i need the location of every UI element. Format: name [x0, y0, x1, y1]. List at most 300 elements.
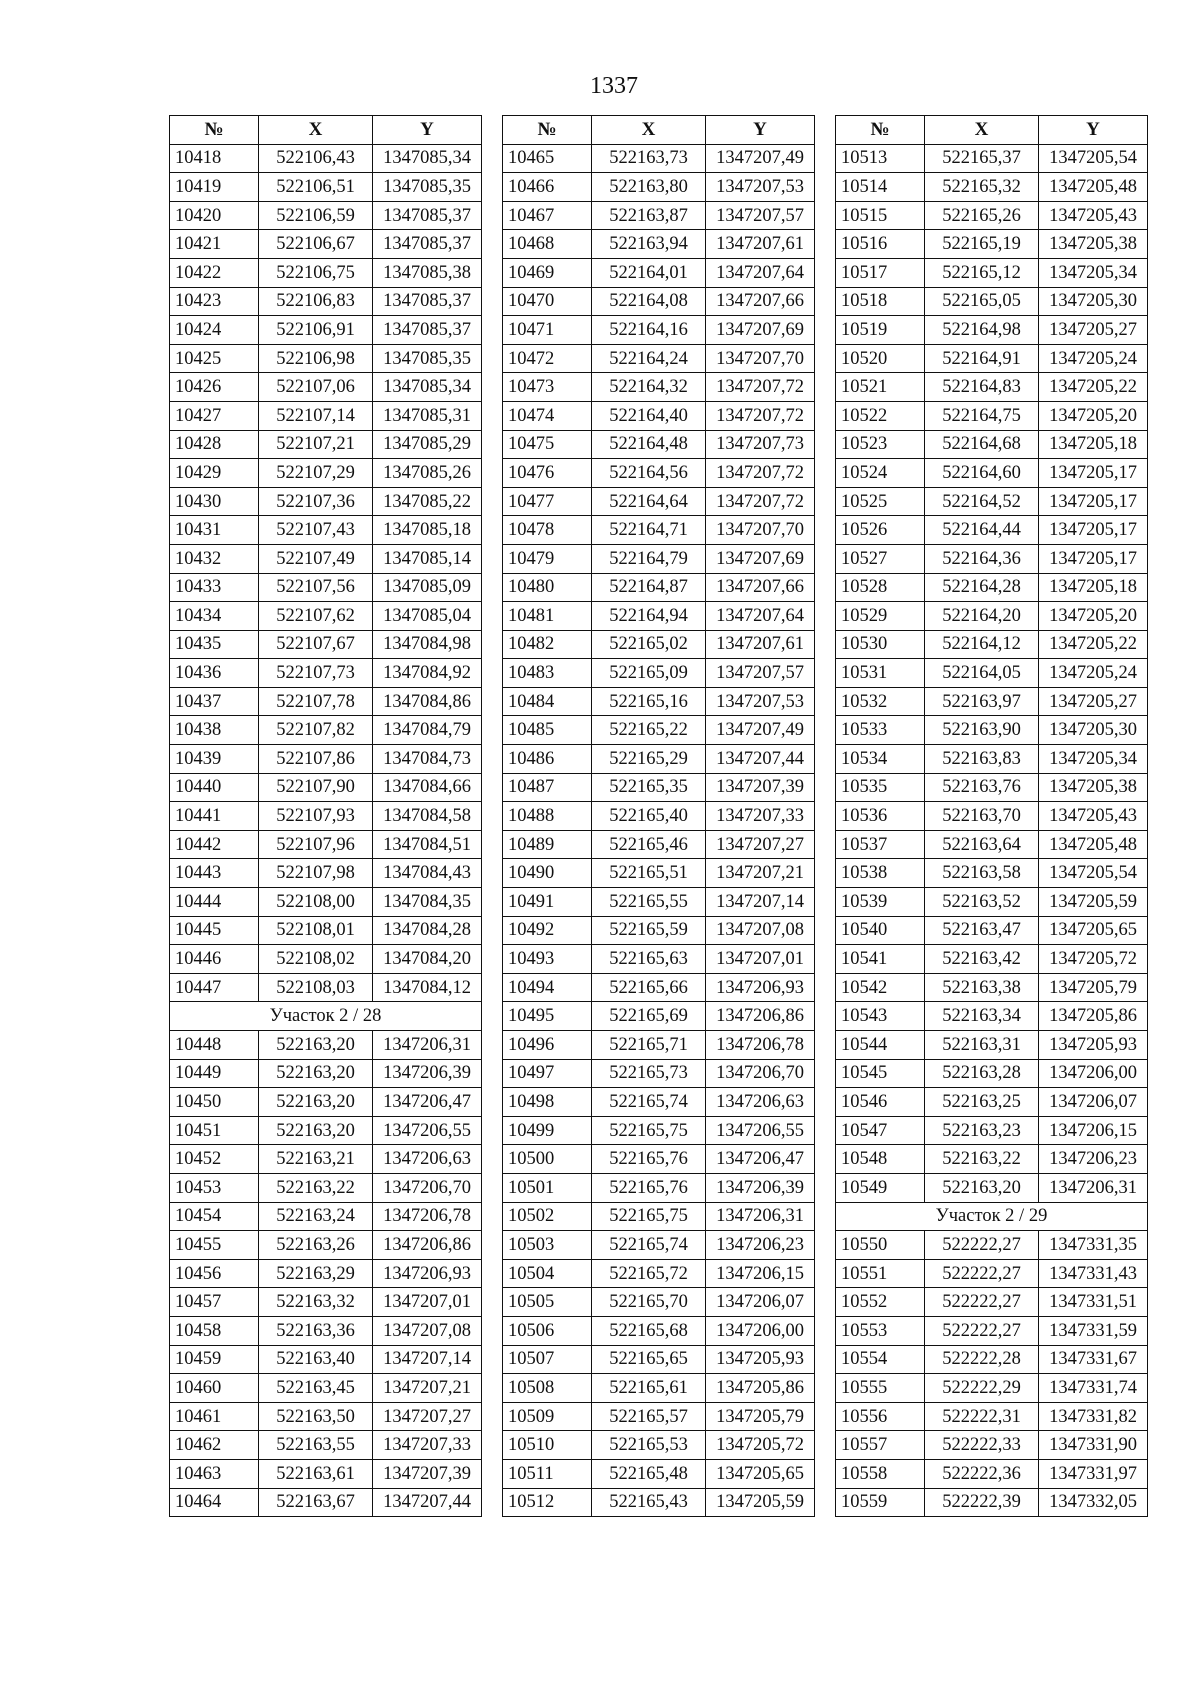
- x-coordinate: 522108,02: [259, 945, 373, 974]
- point-number: 10479: [503, 544, 592, 573]
- table-row: [170, 516, 482, 545]
- table-row: [503, 830, 815, 859]
- point-number: 10535: [836, 773, 925, 802]
- y-coordinate: 1347331,74: [1039, 1374, 1148, 1403]
- table-row: [170, 401, 482, 430]
- table-row: [503, 401, 815, 430]
- x-coordinate: 522165,02: [592, 630, 706, 659]
- point-number: 10457: [170, 1288, 259, 1317]
- point-number: 10447: [170, 973, 259, 1002]
- point-number: 10474: [503, 401, 592, 430]
- y-coordinate: 1347207,33: [373, 1431, 482, 1460]
- y-coordinate: 1347207,70: [706, 516, 815, 545]
- y-coordinate: 1347205,48: [1039, 173, 1148, 202]
- y-coordinate: 1347207,39: [373, 1459, 482, 1488]
- point-number: 10446: [170, 945, 259, 974]
- y-coordinate: 1347207,08: [373, 1316, 482, 1345]
- y-coordinate: 1347205,59: [1039, 888, 1148, 917]
- table-row: [503, 916, 815, 945]
- point-number: 10501: [503, 1173, 592, 1202]
- point-number: 10528: [836, 573, 925, 602]
- y-coordinate: 1347207,72: [706, 487, 815, 516]
- x-coordinate: 522164,91: [925, 344, 1039, 373]
- x-coordinate: 522163,64: [925, 830, 1039, 859]
- header-x: X: [925, 116, 1039, 145]
- table-row: [836, 1374, 1148, 1403]
- x-coordinate: 522164,12: [925, 630, 1039, 659]
- point-number: 10468: [503, 230, 592, 259]
- y-coordinate: 1347206,70: [706, 1059, 815, 1088]
- table-row: [836, 973, 1148, 1002]
- point-number: 10522: [836, 401, 925, 430]
- y-coordinate: 1347205,34: [1039, 258, 1148, 287]
- point-number: 10552: [836, 1288, 925, 1317]
- x-coordinate: 522163,70: [925, 802, 1039, 831]
- y-coordinate: 1347205,17: [1039, 459, 1148, 488]
- point-number: 10453: [170, 1173, 259, 1202]
- x-coordinate: 522164,36: [925, 544, 1039, 573]
- point-number: 10465: [503, 144, 592, 173]
- y-coordinate: 1347205,93: [1039, 1031, 1148, 1060]
- y-coordinate: 1347205,30: [1039, 287, 1148, 316]
- table-row: [503, 945, 815, 974]
- x-coordinate: 522164,48: [592, 430, 706, 459]
- point-number: 10553: [836, 1316, 925, 1345]
- table-row: [170, 830, 482, 859]
- table-row: [503, 716, 815, 745]
- y-coordinate: 1347085,26: [373, 459, 482, 488]
- y-coordinate: 1347207,72: [706, 401, 815, 430]
- table-row: [170, 1231, 482, 1260]
- point-number: 10481: [503, 602, 592, 631]
- table-row: [170, 687, 482, 716]
- x-coordinate: 522164,60: [925, 459, 1039, 488]
- table-row: [836, 773, 1148, 802]
- point-number: 10538: [836, 859, 925, 888]
- x-coordinate: 522164,52: [925, 487, 1039, 516]
- header-number: №: [170, 116, 259, 145]
- y-coordinate: 1347205,22: [1039, 630, 1148, 659]
- point-number: 10508: [503, 1374, 592, 1403]
- table-row: [170, 1402, 482, 1431]
- table-row: [836, 1288, 1148, 1317]
- point-number: 10419: [170, 173, 259, 202]
- y-coordinate: 1347205,22: [1039, 373, 1148, 402]
- table-row: [170, 316, 482, 345]
- point-number: 10455: [170, 1231, 259, 1260]
- y-coordinate: 1347085,34: [373, 144, 482, 173]
- table-row: [170, 1288, 482, 1317]
- x-coordinate: 522164,68: [925, 430, 1039, 459]
- header-y: Y: [1039, 116, 1148, 145]
- x-coordinate: 522163,29: [259, 1259, 373, 1288]
- table-row: [836, 1031, 1148, 1060]
- y-coordinate: 1347205,86: [1039, 1002, 1148, 1031]
- y-coordinate: 1347085,37: [373, 230, 482, 259]
- table-row: [170, 802, 482, 831]
- y-coordinate: 1347085,35: [373, 344, 482, 373]
- point-number: 10534: [836, 745, 925, 774]
- y-coordinate: 1347205,38: [1039, 773, 1148, 802]
- y-coordinate: 1347205,30: [1039, 716, 1148, 745]
- y-coordinate: 1347207,14: [706, 888, 815, 917]
- x-coordinate: 522163,22: [925, 1145, 1039, 1174]
- point-number: 10490: [503, 859, 592, 888]
- table-row: [836, 430, 1148, 459]
- y-coordinate: 1347206,23: [706, 1231, 815, 1260]
- point-number: 10418: [170, 144, 259, 173]
- table-row: [503, 201, 815, 230]
- point-number: 10437: [170, 687, 259, 716]
- table-row: [503, 602, 815, 631]
- point-number: 10430: [170, 487, 259, 516]
- x-coordinate: 522163,23: [925, 1116, 1039, 1145]
- x-coordinate: 522165,73: [592, 1059, 706, 1088]
- x-coordinate: 522163,21: [259, 1145, 373, 1174]
- table-row: [503, 459, 815, 488]
- y-coordinate: 1347331,82: [1039, 1402, 1148, 1431]
- table-row: [503, 802, 815, 831]
- point-number: 10533: [836, 716, 925, 745]
- x-coordinate: 522222,27: [925, 1316, 1039, 1345]
- x-coordinate: 522165,61: [592, 1374, 706, 1403]
- point-number: 10443: [170, 859, 259, 888]
- x-coordinate: 522163,87: [592, 201, 706, 230]
- table-row: [170, 1173, 482, 1202]
- table-row: [503, 258, 815, 287]
- table-row: [503, 544, 815, 573]
- x-coordinate: 522165,26: [925, 201, 1039, 230]
- x-coordinate: 522163,97: [925, 687, 1039, 716]
- point-number: 10558: [836, 1459, 925, 1488]
- point-number: 10477: [503, 487, 592, 516]
- x-coordinate: 522163,50: [259, 1402, 373, 1431]
- x-coordinate: 522163,47: [925, 916, 1039, 945]
- x-coordinate: 522163,20: [259, 1031, 373, 1060]
- table-row: [503, 1231, 815, 1260]
- point-number: 10464: [170, 1488, 259, 1517]
- table-row: [503, 745, 815, 774]
- y-coordinate: 1347085,31: [373, 401, 482, 430]
- x-coordinate: 522163,52: [925, 888, 1039, 917]
- table-row: [836, 602, 1148, 631]
- x-coordinate: 522107,98: [259, 859, 373, 888]
- table-row: [503, 1374, 815, 1403]
- y-coordinate: 1347205,20: [1039, 602, 1148, 631]
- table-row: [503, 230, 815, 259]
- table-row: [170, 1431, 482, 1460]
- point-number: 10504: [503, 1259, 592, 1288]
- x-coordinate: 522163,67: [259, 1488, 373, 1517]
- table-row: [170, 1145, 482, 1174]
- point-number: 10516: [836, 230, 925, 259]
- point-number: 10487: [503, 773, 592, 802]
- table-row: [503, 516, 815, 545]
- y-coordinate: 1347206,15: [706, 1259, 815, 1288]
- point-number: 10498: [503, 1088, 592, 1117]
- y-coordinate: 1347207,61: [706, 630, 815, 659]
- y-coordinate: 1347205,17: [1039, 516, 1148, 545]
- point-number: 10463: [170, 1459, 259, 1488]
- table-row: [170, 888, 482, 917]
- point-number: 10469: [503, 258, 592, 287]
- x-coordinate: 522164,44: [925, 516, 1039, 545]
- x-coordinate: 522222,27: [925, 1259, 1039, 1288]
- x-coordinate: 522164,94: [592, 602, 706, 631]
- table-row: [503, 773, 815, 802]
- point-number: 10440: [170, 773, 259, 802]
- y-coordinate: 1347205,27: [1039, 316, 1148, 345]
- x-coordinate: 522107,49: [259, 544, 373, 573]
- point-number: 10494: [503, 973, 592, 1002]
- y-coordinate: 1347207,69: [706, 316, 815, 345]
- x-coordinate: 522165,32: [925, 173, 1039, 202]
- table-row: [836, 1431, 1148, 1460]
- y-coordinate: 1347207,14: [373, 1345, 482, 1374]
- x-coordinate: 522165,05: [925, 287, 1039, 316]
- point-number: 10423: [170, 287, 259, 316]
- y-coordinate: 1347207,21: [706, 859, 815, 888]
- x-coordinate: 522165,37: [925, 144, 1039, 173]
- table-row: [836, 258, 1148, 287]
- point-number: 10433: [170, 573, 259, 602]
- table-row: [503, 1345, 815, 1374]
- point-number: 10555: [836, 1374, 925, 1403]
- x-coordinate: 522164,24: [592, 344, 706, 373]
- x-coordinate: 522107,86: [259, 745, 373, 774]
- y-coordinate: 1347207,64: [706, 602, 815, 631]
- y-coordinate: 1347206,70: [373, 1173, 482, 1202]
- point-number: 10518: [836, 287, 925, 316]
- y-coordinate: 1347207,39: [706, 773, 815, 802]
- point-number: 10524: [836, 459, 925, 488]
- point-number: 10483: [503, 659, 592, 688]
- x-coordinate: 522106,83: [259, 287, 373, 316]
- x-coordinate: 522164,28: [925, 573, 1039, 602]
- table-row: [170, 659, 482, 688]
- y-coordinate: 1347085,29: [373, 430, 482, 459]
- table-row: [170, 1259, 482, 1288]
- y-coordinate: 1347331,90: [1039, 1431, 1148, 1460]
- x-coordinate: 522107,82: [259, 716, 373, 745]
- table-row: [836, 1345, 1148, 1374]
- table-row: [503, 373, 815, 402]
- y-coordinate: 1347207,66: [706, 573, 815, 602]
- header-y: Y: [706, 116, 815, 145]
- y-coordinate: 1347084,79: [373, 716, 482, 745]
- point-number: 10491: [503, 888, 592, 917]
- point-number: 10454: [170, 1202, 259, 1231]
- y-coordinate: 1347206,39: [373, 1059, 482, 1088]
- table-row: [836, 1173, 1148, 1202]
- point-number: 10543: [836, 1002, 925, 1031]
- section-row: [170, 1002, 482, 1031]
- point-number: 10536: [836, 802, 925, 831]
- point-number: 10450: [170, 1088, 259, 1117]
- point-number: 10506: [503, 1316, 592, 1345]
- x-coordinate: 522165,40: [592, 802, 706, 831]
- point-number: 10497: [503, 1059, 592, 1088]
- x-coordinate: 522165,70: [592, 1288, 706, 1317]
- table-row: [836, 544, 1148, 573]
- point-number: 10515: [836, 201, 925, 230]
- x-coordinate: 522222,28: [925, 1345, 1039, 1374]
- x-coordinate: 522107,56: [259, 573, 373, 602]
- table-row: [503, 1116, 815, 1145]
- y-coordinate: 1347205,72: [1039, 945, 1148, 974]
- x-coordinate: 522165,59: [592, 916, 706, 945]
- y-coordinate: 1347331,67: [1039, 1345, 1148, 1374]
- y-coordinate: 1347207,61: [706, 230, 815, 259]
- x-coordinate: 522106,59: [259, 201, 373, 230]
- table-row: [503, 1173, 815, 1202]
- table-row: [170, 1088, 482, 1117]
- y-coordinate: 1347205,17: [1039, 487, 1148, 516]
- table-row: [836, 287, 1148, 316]
- y-coordinate: 1347207,49: [706, 716, 815, 745]
- y-coordinate: 1347207,44: [706, 745, 815, 774]
- table-row: [836, 630, 1148, 659]
- table-row: [836, 1459, 1148, 1488]
- x-coordinate: 522164,98: [925, 316, 1039, 345]
- y-coordinate: 1347205,54: [1039, 859, 1148, 888]
- x-coordinate: 522164,16: [592, 316, 706, 345]
- y-coordinate: 1347207,53: [706, 687, 815, 716]
- x-coordinate: 522107,06: [259, 373, 373, 402]
- y-coordinate: 1347205,86: [706, 1374, 815, 1403]
- table-row: [170, 544, 482, 573]
- table-row: [836, 916, 1148, 945]
- x-coordinate: 522107,62: [259, 602, 373, 631]
- y-coordinate: 1347085,38: [373, 258, 482, 287]
- x-coordinate: 522165,65: [592, 1345, 706, 1374]
- table-row: [836, 487, 1148, 516]
- x-coordinate: 522165,57: [592, 1402, 706, 1431]
- x-coordinate: 522165,72: [592, 1259, 706, 1288]
- y-coordinate: 1347207,69: [706, 544, 815, 573]
- x-coordinate: 522165,76: [592, 1173, 706, 1202]
- table-row: [503, 888, 815, 917]
- x-coordinate: 522163,73: [592, 144, 706, 173]
- point-number: 10517: [836, 258, 925, 287]
- point-number: 10484: [503, 687, 592, 716]
- x-coordinate: 522165,35: [592, 773, 706, 802]
- table-row: [503, 1202, 815, 1231]
- y-coordinate: 1347205,59: [706, 1488, 815, 1517]
- y-coordinate: 1347207,01: [706, 945, 815, 974]
- point-number: 10520: [836, 344, 925, 373]
- y-coordinate: 1347205,79: [706, 1402, 815, 1431]
- point-number: 10505: [503, 1288, 592, 1317]
- y-coordinate: 1347207,57: [706, 659, 815, 688]
- table-row: [170, 1374, 482, 1403]
- y-coordinate: 1347206,55: [706, 1116, 815, 1145]
- point-number: 10444: [170, 888, 259, 917]
- x-coordinate: 522164,20: [925, 602, 1039, 631]
- table-row: [170, 1459, 482, 1488]
- table-row: [503, 1088, 815, 1117]
- point-number: 10427: [170, 401, 259, 430]
- table-row: [836, 144, 1148, 173]
- y-coordinate: 1347206,07: [1039, 1088, 1148, 1117]
- point-number: 10439: [170, 745, 259, 774]
- y-coordinate: 1347085,09: [373, 573, 482, 602]
- y-coordinate: 1347206,47: [373, 1088, 482, 1117]
- table-row: [503, 630, 815, 659]
- table-row: [503, 859, 815, 888]
- y-coordinate: 1347205,18: [1039, 573, 1148, 602]
- point-number: 10539: [836, 888, 925, 917]
- point-number: 10493: [503, 945, 592, 974]
- y-coordinate: 1347206,78: [706, 1031, 815, 1060]
- y-coordinate: 1347205,79: [1039, 973, 1148, 1002]
- table-row: [836, 1488, 1148, 1517]
- point-number: 10523: [836, 430, 925, 459]
- y-coordinate: 1347207,21: [373, 1374, 482, 1403]
- y-coordinate: 1347085,37: [373, 316, 482, 345]
- x-coordinate: 522108,01: [259, 916, 373, 945]
- x-coordinate: 522107,96: [259, 830, 373, 859]
- point-number: 10537: [836, 830, 925, 859]
- y-coordinate: 1347205,93: [706, 1345, 815, 1374]
- y-coordinate: 1347207,72: [706, 459, 815, 488]
- table-row: [836, 401, 1148, 430]
- point-number: 10502: [503, 1202, 592, 1231]
- y-coordinate: 1347206,31: [1039, 1173, 1148, 1202]
- x-coordinate: 522222,36: [925, 1459, 1039, 1488]
- y-coordinate: 1347206,31: [373, 1031, 482, 1060]
- x-coordinate: 522165,09: [592, 659, 706, 688]
- x-coordinate: 522163,28: [925, 1059, 1039, 1088]
- point-number: 10486: [503, 745, 592, 774]
- point-number: 10554: [836, 1345, 925, 1374]
- y-coordinate: 1347084,73: [373, 745, 482, 774]
- x-coordinate: 522107,67: [259, 630, 373, 659]
- table-header-row: [836, 116, 1148, 145]
- x-coordinate: 522164,40: [592, 401, 706, 430]
- x-coordinate: 522164,75: [925, 401, 1039, 430]
- x-coordinate: 522163,83: [925, 745, 1039, 774]
- table-row: [170, 258, 482, 287]
- table-row: [170, 459, 482, 488]
- table-row: [503, 287, 815, 316]
- y-coordinate: 1347331,35: [1039, 1231, 1148, 1260]
- point-number: 10435: [170, 630, 259, 659]
- y-coordinate: 1347084,12: [373, 973, 482, 1002]
- point-number: 10431: [170, 516, 259, 545]
- y-coordinate: 1347205,20: [1039, 401, 1148, 430]
- x-coordinate: 522163,20: [259, 1116, 373, 1145]
- y-coordinate: 1347206,39: [706, 1173, 815, 1202]
- table-row: [170, 1345, 482, 1374]
- point-number: 10467: [503, 201, 592, 230]
- x-coordinate: 522165,19: [925, 230, 1039, 259]
- y-coordinate: 1347332,05: [1039, 1488, 1148, 1517]
- table-row: [836, 945, 1148, 974]
- point-number: 10557: [836, 1431, 925, 1460]
- x-coordinate: 522106,43: [259, 144, 373, 173]
- point-number: 10470: [503, 287, 592, 316]
- x-coordinate: 522163,76: [925, 773, 1039, 802]
- x-coordinate: 522165,74: [592, 1088, 706, 1117]
- y-coordinate: 1347205,48: [1039, 830, 1148, 859]
- table-row: [836, 830, 1148, 859]
- table-row: [170, 1202, 482, 1231]
- y-coordinate: 1347085,18: [373, 516, 482, 545]
- y-coordinate: 1347206,63: [373, 1145, 482, 1174]
- point-number: 10549: [836, 1173, 925, 1202]
- point-number: 10424: [170, 316, 259, 345]
